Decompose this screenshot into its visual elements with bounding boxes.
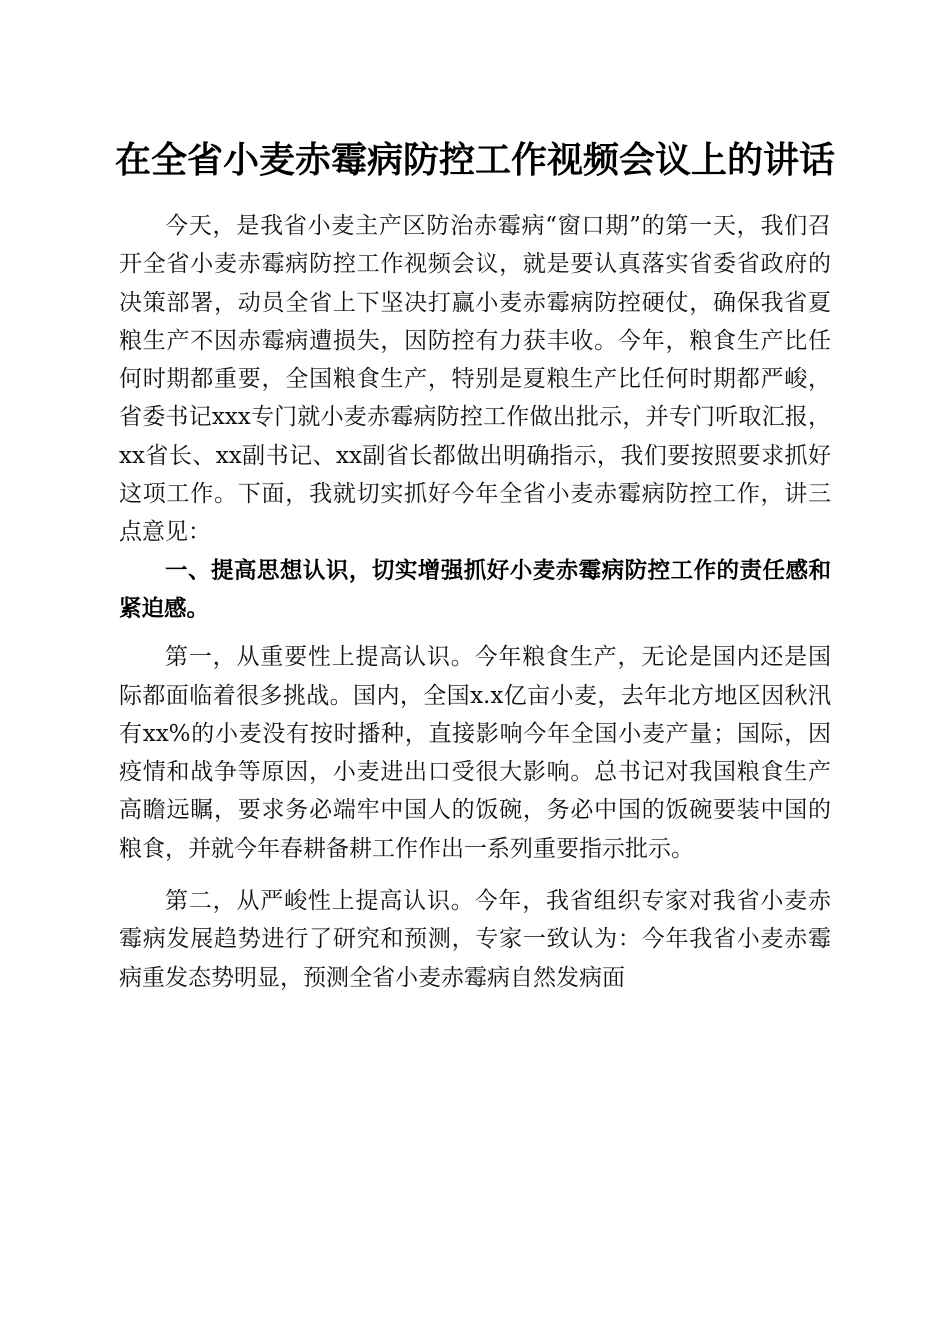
document-body [119,207,831,997]
section-heading-1: 一、提高思想认识，切实增强抓好小麦赤霉病防控工作的责任感和紧迫感。 [119,557,831,622]
document-title: 在全省小麦赤霉病防控工作视频会议上的讲话 [114,139,835,181]
paragraph-intro: 今天，是我省小麦主产区防治赤霉病“窗口期”的第一天，我们召开全省小麦赤霉病防控工作视频会议，就是要认真落实省委省政府的决策部署，动员全省上下坚决打赢小麦赤霉病防控硬仗，确保我省夏粮生产不因赤霉病遭损失，因防控有力获丰收。今年，粮食生产比任何时期都重要，全国粮食生产，特别是夏粮生产比任何时期都严峻，省委书记xxx专门就小麦赤霉病防控工作做出批示，并专门听取汇报，xx省长、xx副书记、xx副省长都做出明确指示，我们要按照要求抓好这项工作。下面，我就切实抓好今年全省小麦赤霉病防控工作，讲三点意见： [119,213,831,546]
paragraph-importance: 第一，从重要性上提高认识。今年粮食生产，无论是国内还是国际都面临着很多挑战。国内，全国x.x亿亩小麦，去年北方地区因秋汛有xx%的小麦没有按时播种，直接影响今年全国小麦产量；国际，因疫情和战争等原因，小麦进出口受很大影响。总书记对我国粮食生产高瞻远瞩，要求务必端牢中国人的饭碗，务必中国的饭碗要装中国的粮食，并就今年春耕备耕工作作出一系列重要指示批示。 [119,644,831,862]
paragraph-severity: 第二，从严峻性上提高认识。今年，我省组织专家对我省小麦赤霉病发展趋势进行了研究和预测，专家一致认为：今年我省小麦赤霉病重发态势明显，预测全省小麦赤霉病自然发病面 [119,888,831,991]
